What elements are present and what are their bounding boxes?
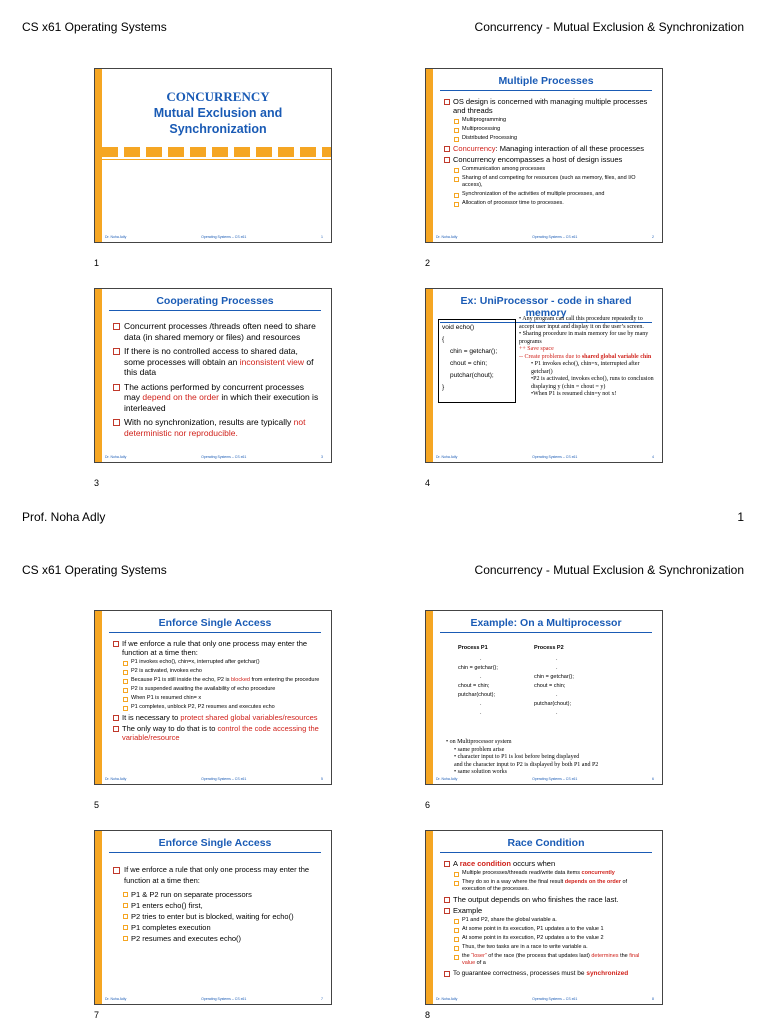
slide-footer <box>436 997 654 1001</box>
slide-footer-course: Operating Systems – CS x61 <box>532 235 578 239</box>
slide-footer <box>436 777 654 781</box>
slide-footer-author: Dr. Noha Adly <box>436 455 458 459</box>
slide-title: Cooperating Processes <box>109 295 321 311</box>
text: of this data <box>124 356 314 377</box>
sub-bullet: When P1 is resumed chin= x <box>113 695 321 702</box>
slide-accent-bar <box>426 611 433 784</box>
process-p2-column <box>534 645 574 718</box>
text: of a <box>475 960 486 966</box>
slide-accent-bar <box>95 611 102 784</box>
slide-4-page-num: 4 <box>425 478 431 488</box>
sub-bullet: P2 is activated, invokes echo <box>113 668 321 675</box>
highlight: protect shared global variables/resources <box>180 713 318 722</box>
slide-footer-number: 7 <box>321 997 323 1001</box>
slide-3 <box>94 288 332 463</box>
sub-bullet: P2 tries to enter but is blocked, waiting for echo() <box>113 912 321 921</box>
slide-footer-number: 4 <box>652 455 654 459</box>
bullet: The output depends on who finishes the race last. <box>444 895 652 904</box>
highlight: depends on the order <box>564 879 621 885</box>
code-box <box>438 319 516 403</box>
process-p1-column <box>458 645 498 718</box>
slide-1-page-num: 1 <box>94 258 100 268</box>
text: the <box>618 953 630 959</box>
sub-bullet: Synchronization of the activities of multiple processes, and <box>444 191 652 198</box>
slide-text <box>519 316 656 399</box>
slide-footer <box>436 235 654 239</box>
text-line: • same solution works <box>454 769 507 775</box>
page1-footer-left: Prof. Noha Adly <box>22 510 106 524</box>
code-line: chin = getchar(); <box>450 348 498 355</box>
bullet <box>113 346 321 378</box>
sub-bullet: P1 invokes echo(), chin=x, interrupted after getchar() <box>113 659 321 666</box>
code-line: . <box>556 665 558 671</box>
text: If there is no controlled access to shared data, some processes will obtain an <box>124 346 298 367</box>
slide-accent-bar <box>95 289 102 462</box>
slide-footer <box>105 455 323 459</box>
process-p1-header: Process P1 <box>458 645 488 651</box>
bullet: Concurrency encompasses a host of design issues <box>444 155 652 164</box>
code-line: void echo() <box>442 324 475 331</box>
slide-accent-bar <box>426 69 433 242</box>
divider <box>102 159 331 160</box>
slide-footer-number: 5 <box>321 777 323 781</box>
slide-footer-number: 2 <box>652 235 654 239</box>
highlight: synchronized <box>586 970 629 977</box>
bullet: Example <box>444 906 652 915</box>
slide-7 <box>94 830 332 1005</box>
slide-footer-author: Dr. Noha Adly <box>436 235 458 239</box>
code-line: . <box>480 674 482 680</box>
slide-footer-course: Operating Systems – CS x61 <box>201 997 247 1001</box>
slide-7-page-num: 7 <box>94 1010 100 1020</box>
slide-accent-bar <box>426 831 433 1004</box>
code-line: . <box>480 710 482 716</box>
slide-title-line3: Synchronization <box>169 122 267 136</box>
slide-footer-course: Operating Systems – CS x61 <box>532 455 578 459</box>
slide-footer <box>105 235 323 239</box>
decorative-stripes <box>102 147 331 157</box>
text-line: ++ Save space <box>519 346 554 352</box>
highlight: determines <box>591 953 619 959</box>
slide-footer-number: 8 <box>652 997 654 1001</box>
highlight: “loser” <box>471 953 487 959</box>
sub-bullet <box>444 870 652 877</box>
slide-8-page-num: 8 <box>425 1010 431 1020</box>
slide-footer-number: 3 <box>321 455 323 459</box>
slide-footer-course: Operating Systems – CS x61 <box>532 777 578 781</box>
code-line: putchar(chout); <box>458 692 495 698</box>
slide-accent-bar <box>95 69 102 242</box>
sub-bullet: P1 & P2 run on separate processors <box>113 890 321 899</box>
sub-bullet: Sharing of and competing for resources (such as memory, files, and I/O access), <box>444 175 652 189</box>
sub-bullet: P1 enters echo() first, <box>113 901 321 910</box>
highlight: blocked <box>230 677 250 683</box>
highlight: shared global variable chin <box>581 353 652 360</box>
text: of the race (the process that updates last) <box>486 953 592 959</box>
slide-footer-course: Operating Systems – CS x61 <box>201 235 247 239</box>
bullet <box>444 859 652 868</box>
sub-bullet <box>444 879 652 893</box>
slide-footer-course: Operating Systems – CS x61 <box>201 455 247 459</box>
slide-title-concurrency: CONCURRENCY <box>166 89 270 104</box>
text: The actions performed by concurrent processes may <box>124 381 305 402</box>
slide-text <box>446 739 654 777</box>
bullet <box>113 713 321 722</box>
sub-bullet: P1 completes execution <box>113 923 321 932</box>
sub-bullet: Distributed Processing <box>444 135 652 142</box>
code-line: . <box>480 656 482 662</box>
page1-header-left: CS x61 Operating Systems <box>22 20 167 34</box>
bullet <box>113 382 321 414</box>
slide-title: Enforce Single Access <box>109 837 321 853</box>
code-line: chin = getchar(); <box>458 665 498 671</box>
slide-8 <box>425 830 663 1005</box>
bullet: If we enforce a rule that only one process may enter the function at a time then: <box>113 639 321 657</box>
text-line: •P2 is activated, invokes echo(), runs to conclusion displaying y (chin = chout = y) <box>531 376 654 390</box>
slide-accent-bar <box>426 289 433 462</box>
sub-bullet: Communication among processes <box>444 166 652 173</box>
bullet-list <box>113 639 321 744</box>
slide-title: Example: On a Multiprocessor <box>440 617 652 633</box>
text-line: • character input to P1 is lost before being displayed <box>454 754 580 760</box>
text: : Managing interaction of all these processes <box>495 144 644 153</box>
text: Multiple processes/threads read/write data items <box>462 870 582 876</box>
code-line: . <box>480 701 482 707</box>
slide-footer <box>105 777 323 781</box>
bullet <box>113 724 321 742</box>
sub-bullet <box>113 677 321 684</box>
code-line: putchar(chout); <box>450 372 494 379</box>
bullet-list <box>444 859 652 980</box>
slide-title: Multiple Processes <box>440 75 652 91</box>
bullet <box>113 417 321 438</box>
text: of execution of the processes. <box>462 879 628 892</box>
bullet: If we enforce a rule that only one process may enter the function at a time then: <box>113 865 321 886</box>
slide-4 <box>425 288 663 463</box>
slide-5-page-num: 5 <box>94 800 100 810</box>
slide-title-line2: Mutual Exclusion and <box>153 106 283 120</box>
slide-2-page-num: 2 <box>425 258 431 268</box>
text-line: •When P1 is resumed chin=y not x! <box>531 391 617 397</box>
slide-footer-author: Dr. Noha Adly <box>105 997 127 1001</box>
text-line: • on Multiprocessor system <box>446 739 512 745</box>
sub-bullet: P2 is suspended awaiting the availability of echo procedure <box>113 686 321 693</box>
slide-title-block <box>115 89 321 137</box>
text: in which their execution is interleaved <box>124 392 319 413</box>
sub-bullet: At some point in its execution, P2 updates a to the value 2 <box>444 935 652 942</box>
text-line: • Any program can call this procedure repeatedly to accept user input and display it on the user’s screen. <box>519 316 644 330</box>
highlight: not deterministic nor reproducible. <box>124 417 306 438</box>
slide-title: Ex: UniProcessor - code in shared memory <box>440 295 652 323</box>
slide-footer-author: Dr. Noha Adly <box>105 235 127 239</box>
highlight: control the code accessing the variable/resource <box>122 724 319 742</box>
slide-footer-author: Dr. Noha Adly <box>105 455 127 459</box>
slide-footer-author: Dr. Noha Adly <box>436 997 458 1001</box>
sub-bullet: Multiprocessing <box>444 126 652 133</box>
highlight: race condition <box>459 859 511 868</box>
bullet: Concurrent processes /threads often need to share data (in shared memory or files) and resources <box>113 321 321 342</box>
code-line: chout = chin; <box>458 683 490 689</box>
slide-title: Race Condition <box>440 837 652 853</box>
slide-6 <box>425 610 663 785</box>
highlight: Concurrency <box>453 144 496 153</box>
slide-footer-number: 6 <box>652 777 654 781</box>
sub-bullet <box>444 953 652 967</box>
code-line: chout = chin; <box>534 683 566 689</box>
process-p2-header: Process P2 <box>534 645 564 651</box>
bullet-list <box>113 321 321 442</box>
slide-footer <box>436 455 654 459</box>
slide-footer-course: Operating Systems – CS x61 <box>201 777 247 781</box>
bullet <box>444 144 652 153</box>
code-line: . <box>556 692 558 698</box>
code-line: putchar(chout); <box>534 701 571 707</box>
text: from entering the procedure <box>249 677 320 683</box>
code-line: chin = getchar(); <box>534 674 574 680</box>
code-line: { <box>442 336 445 343</box>
bullet-list <box>113 865 321 945</box>
slide-accent-bar <box>95 831 102 1004</box>
slide-title: Enforce Single Access <box>109 617 321 633</box>
highlight: inconsistent view <box>239 356 305 367</box>
slide-3-page-num: 3 <box>94 478 100 488</box>
highlight: concurrently <box>581 870 615 876</box>
slide-footer <box>105 997 323 1001</box>
highlight: final value <box>462 953 640 966</box>
highlight: depend on the order <box>142 392 219 402</box>
code-line: chout = chin; <box>450 360 488 367</box>
text: occurs when <box>510 859 556 868</box>
slide-footer-number: 1 <box>321 235 323 239</box>
page1-header-right: Concurrency - Mutual Exclusion & Synchronization <box>474 20 744 34</box>
sub-bullet: Thus, the two tasks are in a race to write variable a. <box>444 944 652 951</box>
text: A <box>453 859 460 868</box>
text-line: • same problem arise <box>454 746 505 753</box>
process-p2-code <box>534 655 574 718</box>
text: the <box>462 953 472 959</box>
slide-5 <box>94 610 332 785</box>
text: -- Create problems due to <box>519 353 582 360</box>
page1-footer-right: 1 <box>737 510 744 524</box>
sub-bullet: At some point in its execution, P1 updates a to the value 1 <box>444 926 652 933</box>
text: It is necessary to <box>122 713 181 722</box>
sub-bullet: Multiprogramming <box>444 117 652 124</box>
process-p1-code <box>458 655 498 718</box>
sub-bullet: P1 completes, unblock P2, P2 resumes and executes echo <box>113 704 321 711</box>
text: To guarantee correctness, processes must be <box>453 970 587 977</box>
code-line: . <box>556 656 558 662</box>
text: They do so in a way where the final result <box>462 879 565 885</box>
code-line: } <box>442 384 445 391</box>
slide-6-page-num: 6 <box>425 800 431 810</box>
sub-bullet: P2 resumes and executes echo() <box>113 934 321 943</box>
text: Because P1 is still inside the echo, P2 is <box>131 677 231 683</box>
page2-header-right: Concurrency - Mutual Exclusion & Synchronization <box>474 563 744 577</box>
sub-bullet: Allocation of processor time to processes. <box>444 200 652 207</box>
slide-1 <box>94 68 332 243</box>
text-line: and the character input to P2 is displayed by both P1 and P2 <box>454 761 599 768</box>
text: With no synchronization, results are typically <box>124 417 294 427</box>
text: The only way to do that is to <box>122 724 218 733</box>
slide-footer-author: Dr. Noha Adly <box>105 777 127 781</box>
bullet-list <box>444 97 652 209</box>
code-line: . <box>556 710 558 716</box>
text-line: • P1 invokes echo(), chin=x, interrupted after getchar() <box>531 361 640 375</box>
page2-header-left: CS x61 Operating Systems <box>22 563 167 577</box>
slide-footer-course: Operating Systems – CS x61 <box>532 997 578 1001</box>
bullet: OS design is concerned with managing multiple processes and threads <box>444 97 652 115</box>
slide-footer-author: Dr. Noha Adly <box>436 777 458 781</box>
text-line: • Sharing procedure in main memory for use by many programs <box>519 331 649 345</box>
slide-2 <box>425 68 663 243</box>
bullet <box>444 969 652 978</box>
text-line <box>519 354 656 362</box>
sub-bullet: P1 and P2, share the global variable a. <box>444 917 652 924</box>
